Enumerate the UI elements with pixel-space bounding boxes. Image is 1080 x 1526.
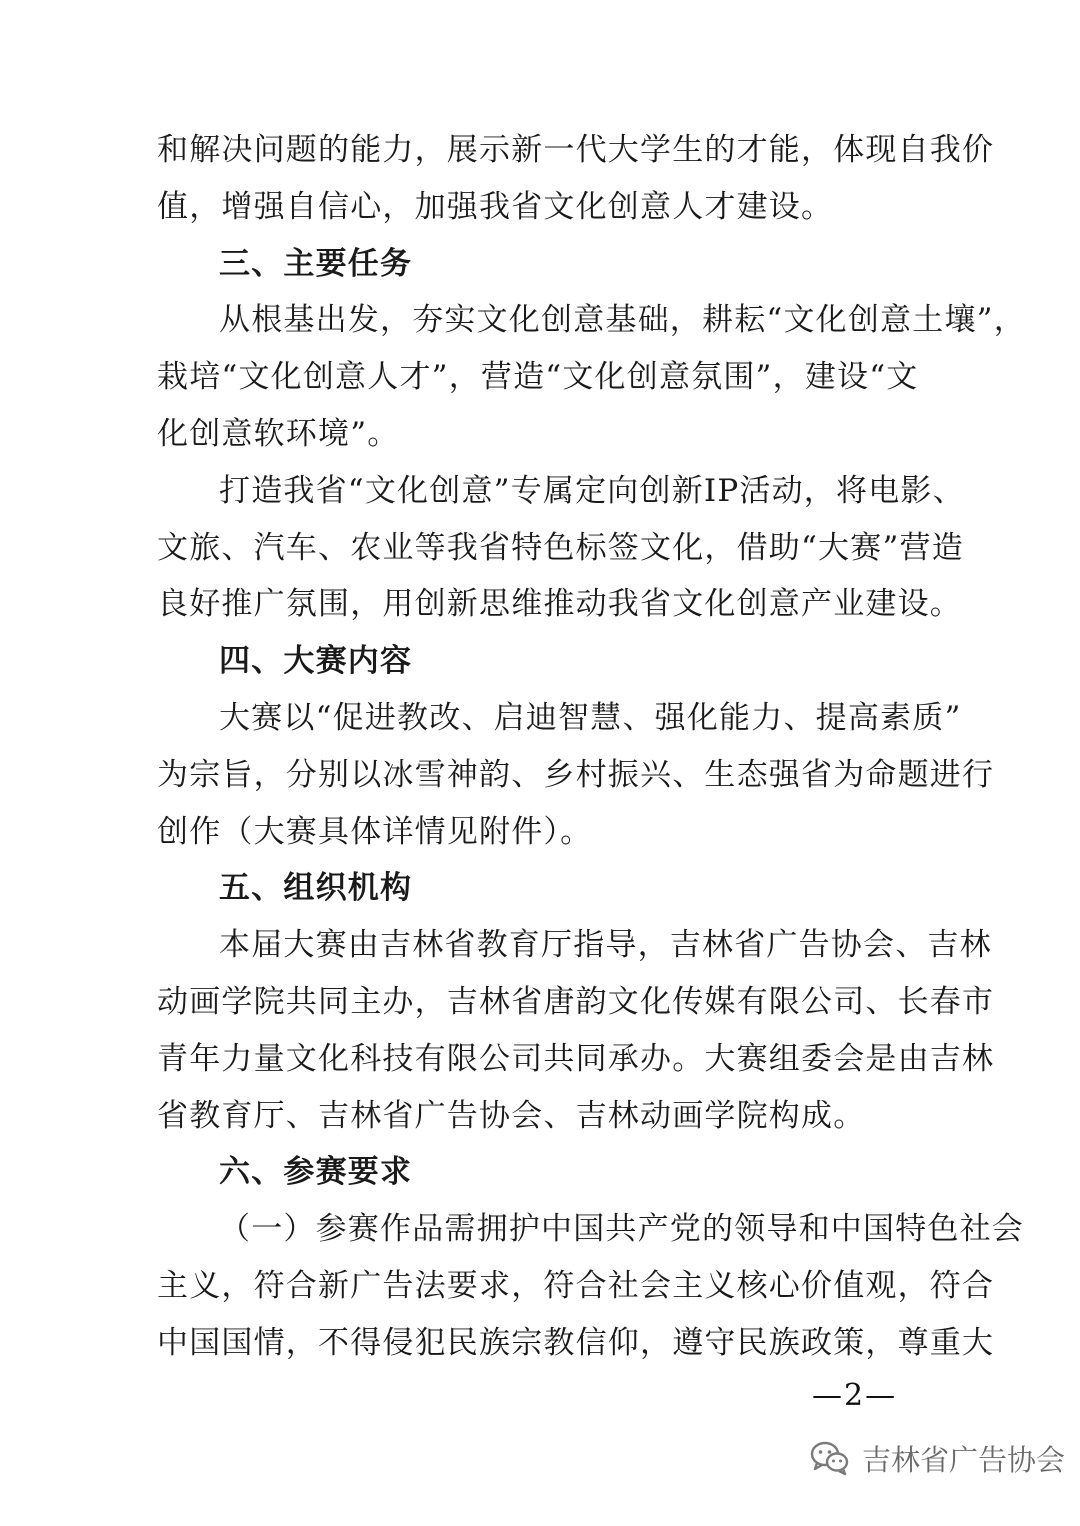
text-line: 青年力量文化科技有限公司共同承办。大赛组委会是由吉林 <box>157 1040 995 1077</box>
text-line: 动画学院共同主办，吉林省唐韵文化传媒有限公司、长春市 <box>157 983 995 1020</box>
text-line: 文旅、汽车、农业等我省特色标签文化，借助“大赛”营造 <box>157 529 964 566</box>
text-line: 中国国情，不得侵犯民族宗教信仰，遵守民族政策，尊重大 <box>157 1324 995 1361</box>
text-line: 栽培“文化创意人才”，营造“文化创意氛围”，建设“文 <box>157 359 919 396</box>
text-line: 和解决问题的能力，展示新一代大学生的才能，体现自我价 <box>157 132 995 168</box>
wechat-icon <box>810 1440 850 1476</box>
text-line: 本届大赛由吉林省教育厅指导，吉林省广告协会、吉林 <box>219 927 992 964</box>
text-line: 省教育厅、吉林省广告协会、吉林动画学院构成。 <box>157 1097 866 1134</box>
text-line: （一）参赛作品需拥护中国共产党的领导和中国特色社会 <box>219 1211 1024 1248</box>
section-heading: 三、主要任务 <box>219 245 413 282</box>
document-body <box>157 122 1026 1372</box>
text-line: 为宗旨，分别以冰雪神韵、乡村振兴、生态强省为命题进行 <box>157 756 995 793</box>
section-heading: 六、参赛要求 <box>219 1154 413 1191</box>
text-line: 值，增强自信心，加强我省文化创意人才建设。 <box>157 188 834 225</box>
page-number: —2— <box>812 1378 898 1413</box>
text-line: 大赛以“促进教改、启迪智慧、强化能力、提高素质” <box>219 699 962 736</box>
text-line: 化创意软环境”。 <box>157 415 400 452</box>
text-line: 打造我省“文化创意”专属定向创新IP活动，将电影、 <box>219 472 965 509</box>
watermark <box>810 1428 1065 1488</box>
text-line: 主义，符合新广告法要求，符合社会主义核心价值观，符合 <box>157 1267 995 1304</box>
text-line: 创作（大赛具体详情见附件）。 <box>157 813 593 850</box>
watermark-text: 吉林省广告协会 <box>862 1442 1066 1477</box>
text-line: 良好推广氛围，用创新思维推动我省文化创意产业建设。 <box>157 586 962 623</box>
section-heading: 四、大赛内容 <box>219 643 413 680</box>
section-heading: 五、组织机构 <box>219 870 413 907</box>
text-line: 从根基出发，夯实文化创意基础，耕耘“文化创意土壤”， <box>219 302 1026 339</box>
